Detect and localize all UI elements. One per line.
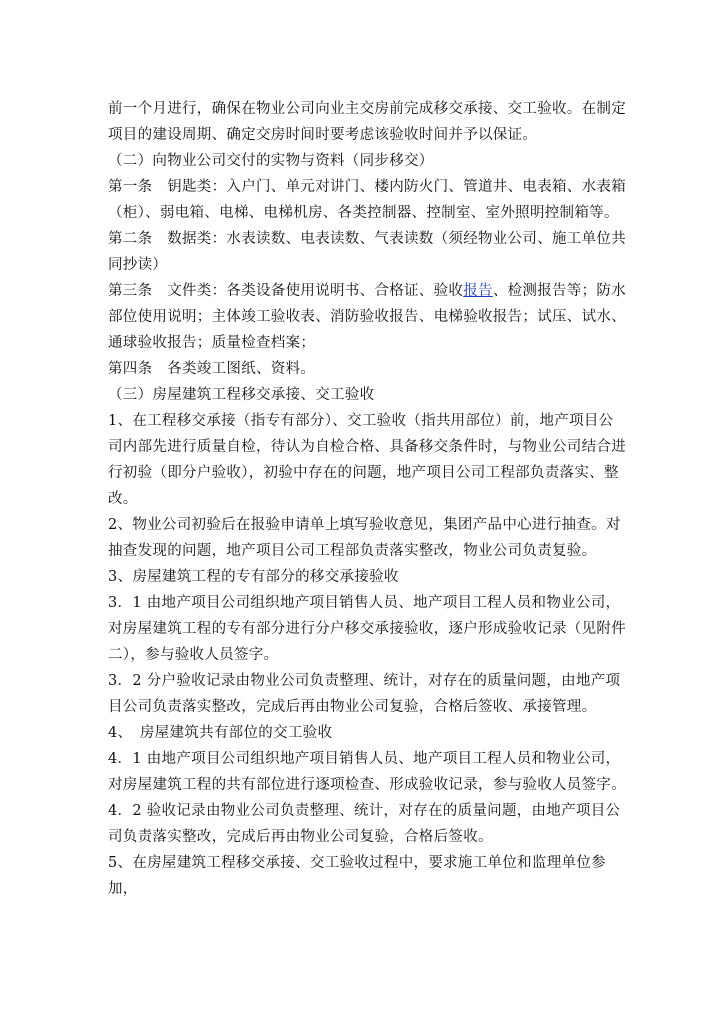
item-4-heading: 4、 房屋建筑共有部位的交工验收 <box>108 725 333 741</box>
item-3-heading: 3、房屋建筑工程的专有部分的移交承接验收 <box>108 569 399 585</box>
article-4-drawings: 第四条 各类竣工图纸、资料。 <box>108 361 316 377</box>
report-link[interactable]: 报告 <box>463 283 493 299</box>
item-3-2: 3．2 分户验收记录由物业公司负责整理、统计，对存在的质量问题，由地产项目公司负责落实整改，完成后再由物业公司复验，合格后签收、承接管理。 <box>108 673 621 715</box>
item-2-initial-inspection: 2、物业公司初验后在报验申请单上填写验收意见，集团产品中心进行抽查。对抽查发现的问题，地产项目公司工程部负责落实整改，物业公司负责复验。 <box>108 517 621 559</box>
item-3-1: 3．1 由地产项目公司组织地产项目销售人员、地产项目工程人员和物业公司，对房屋建筑工程的专有部分进行分户移交承接验收，逐户形成验收记录（见附件二），参与验收人员签字。 <box>108 595 626 663</box>
item-1-self-check: 1、在工程移交承接（指专有部分）、交工验收（指共用部位）前，地产项目公司内部先进行质量自检，待认为自检合格、具备移交条件时，与物业公司结合进行初验（即分户验收），初验中存在的问题，地产项目公司工程部负责落实、整改。 <box>108 413 626 507</box>
section-heading-2: （二）向物业公司交付的实物与资料（同步移交） <box>108 153 434 169</box>
document-body <box>108 96 628 902</box>
item-4-1: 4．1 由地产项目公司组织地产项目销售人员、地产项目工程人员和物业公司，对房屋建筑工程的共有部位进行逐项检查、形成验收记录，参与验收人员签字。 <box>108 751 626 793</box>
item-4-2: 4．2 验收记录由物业公司负责整理、统计，对存在的质量问题，由地产项目公司负责落实整改，完成后再由物业公司复验，合格后签收。 <box>108 803 621 845</box>
section-heading-3: （三）房屋建筑工程移交承接、交工验收 <box>108 387 375 403</box>
article-1-keys: 第一条 钥匙类：入户门、单元对讲门、楼内防火门、管道井、电表箱、水表箱（柜）、弱电箱、电梯、电梯机房、各类控制器、控制室、室外照明控制箱等。 <box>108 179 626 221</box>
article-2-data: 第二条 数据类：水表读数、电表读数、气表读数（须经物业公司、施工单位共同抄读） <box>108 231 626 273</box>
article-3-text-after: 、检测报告等；防水部位使用说明；主体竣工验收表、消防验收报告、电梯验收报告；试压、试水、通球验收报告；质量检查档案； <box>108 283 627 351</box>
paragraph-intro: 前一个月进行，确保在物业公司向业主交房前完成移交承接、交工验收。在制定项目的建设周期、确定交房时间时要考虑该验收时间并予以保证。 <box>108 101 626 143</box>
article-3-documents <box>108 278 628 356</box>
article-3-text-before: 第三条 文件类：各类设备使用说明书、合格证、验收 <box>108 283 464 299</box>
item-5: 5、在房屋建筑工程移交承接、交工验收过程中，要求施工单位和监理单位参加， <box>108 855 606 897</box>
